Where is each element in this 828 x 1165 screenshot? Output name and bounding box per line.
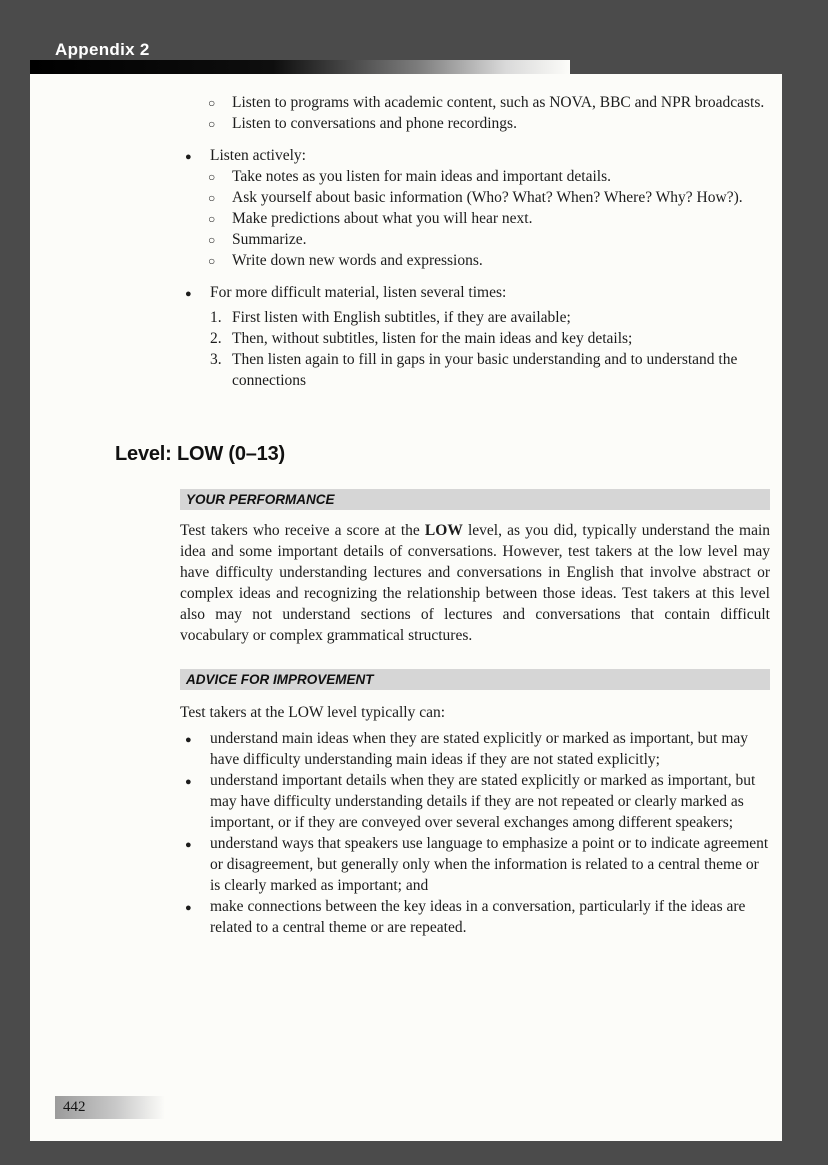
list-item-text: Listen to programs with academic content, such as NOVA, BBC and NPR broadcasts. — [232, 94, 765, 111]
open-bullet-marker: ○ — [208, 170, 216, 184]
step-number: 2. — [210, 330, 222, 347]
list-item — [180, 208, 770, 229]
list-item — [180, 728, 770, 770]
numbered-step — [180, 307, 770, 328]
step-text: First listen with English subtitles, if they are available; — [232, 309, 571, 326]
listen-actively-sub-list — [180, 166, 770, 271]
list-item-text: understand important details when they are stated explicitly or marked as important, but may have difficulty understanding details if they are not repeated or clearly marked as important, or if they are conveyed over several exchanges among different speakers; — [210, 772, 756, 831]
list-item-text: understand main ideas when they are stated explicitly or marked as important, but may have difficulty understanding main ideas if they are not stated explicitly; — [210, 730, 749, 768]
bullet-label-text: Listen actively: — [210, 147, 306, 164]
list-item — [180, 833, 770, 896]
open-bullet-marker: ○ — [208, 117, 216, 131]
step-number: 3. — [210, 351, 222, 368]
performance-paragraph — [180, 520, 770, 646]
listen-actively-group — [180, 145, 770, 271]
bullet-group-label — [180, 145, 770, 166]
paragraph-text: Test takers who receive a score at the — [180, 522, 425, 539]
list-item — [180, 229, 770, 250]
paragraph-text: level, as you did, typically understand the main idea and some important details of conversations. However, test takers at the low level may have difficulty understanding lectures and conversations in English that involve abstract or complex ideas and recognizing the relationship between those ideas. Test takers at this level also may not understand sections of lectures and conversations that contain difficult vocabulary or complex grammatical structures. — [180, 522, 771, 644]
level-heading: Level: LOW (0–13) — [115, 443, 285, 465]
list-item — [180, 896, 770, 938]
filled-bullet-marker: ● — [185, 839, 192, 851]
header-gradient — [30, 60, 570, 74]
list-item — [180, 250, 770, 271]
bullet-group-label — [180, 282, 770, 303]
open-bullet-marker: ○ — [208, 96, 216, 110]
list-item — [180, 92, 770, 113]
list-item-text: Ask yourself about basic information (Who? What? When? Where? Why? How?). — [232, 189, 743, 206]
step-text: Then, without subtitles, listen for the main ideas and key details; — [232, 330, 633, 347]
appendix-title: Appendix 2 — [55, 40, 150, 59]
filled-bullet-marker: ● — [185, 734, 192, 746]
list-item-text: make connections between the key ideas in a conversation, particularly if the ideas are related to a central theme or are repeated. — [210, 898, 746, 936]
step-number: 1. — [210, 309, 222, 326]
section-header-advice: ADVICE FOR IMPROVEMENT — [180, 669, 770, 690]
list-item — [180, 187, 770, 208]
advice-bullet-list — [180, 728, 770, 938]
page-number: 442 — [55, 1096, 165, 1119]
difficult-material-group — [180, 282, 770, 391]
numbered-step — [180, 349, 770, 391]
numbered-step — [180, 328, 770, 349]
open-bullet-marker: ○ — [208, 212, 216, 226]
list-item — [180, 770, 770, 833]
filled-bullet-marker: ● — [185, 151, 192, 163]
advice-intro: Test takers at the LOW level typically can: — [180, 704, 446, 721]
filled-bullet-marker: ● — [185, 288, 192, 300]
page — [30, 74, 782, 1141]
section-header-your-performance: YOUR PERFORMANCE — [180, 489, 770, 510]
list-item-text: Write down new words and expressions. — [232, 252, 483, 269]
bold-level-word: LOW — [424, 522, 463, 539]
list-item — [180, 113, 770, 134]
list-item-text: Listen to conversations and phone recordings. — [232, 115, 517, 132]
numbered-step-list — [180, 307, 770, 391]
list-item-text: Make predictions about what you will hear next. — [232, 210, 533, 227]
filled-bullet-marker: ● — [185, 902, 192, 914]
step-text: Then listen again to fill in gaps in your basic understanding and to understand the connections — [232, 351, 738, 389]
open-bullet-marker: ○ — [208, 233, 216, 247]
list-item-text: Summarize. — [232, 231, 307, 248]
bullet-label-text: For more difficult material, listen several times: — [210, 284, 507, 301]
filled-bullet-marker: ● — [185, 776, 192, 788]
open-bullet-marker: ○ — [208, 254, 216, 268]
list-item-text: understand ways that speakers use language to emphasize a point or to indicate agreement or disagreement, but generally only when the information is related to a central theme or is clearly marked as important; and — [210, 835, 769, 894]
list-item — [180, 166, 770, 187]
level-low-section — [180, 489, 770, 938]
open-bullet-marker: ○ — [208, 191, 216, 205]
list-item-text: Take notes as you listen for main ideas and important details. — [232, 168, 612, 185]
top-sub-bullet-list — [180, 92, 770, 134]
listening-tips-section — [180, 74, 770, 391]
